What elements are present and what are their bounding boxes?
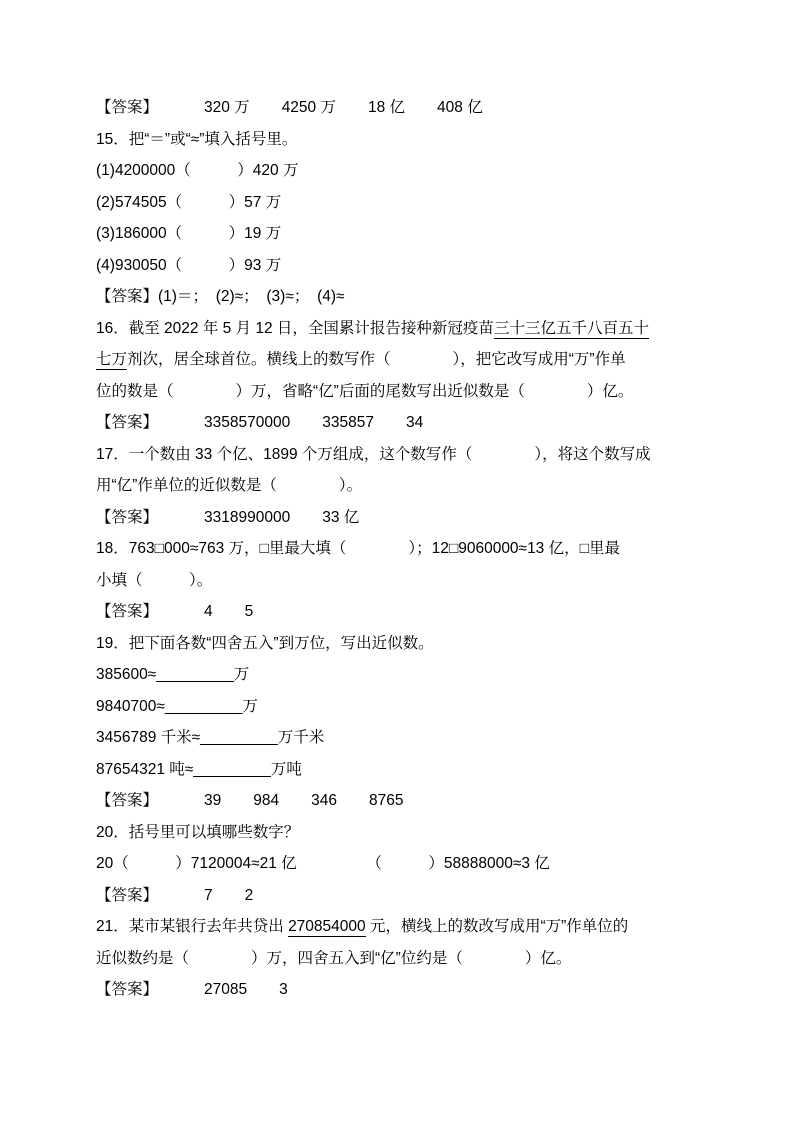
document-body [96,92,705,1006]
answer-value: 3 [279,981,288,998]
answer-q15 [96,281,705,313]
answer-value: 2 [244,886,254,904]
text-run: 【答案】(1)＝； (2)≈； (3)≈； (4)≈ [96,288,345,305]
answer-value: 4 [204,603,213,620]
answer-value: 5 [244,603,254,620]
q19-item-1 [96,659,705,691]
q19-item-3 [96,722,705,754]
text-run: 位的数是（ ）万，省略“亿”后面的尾数写出近似数是（ ）亿。 [96,382,634,400]
answer-value: 4250 万 [281,99,336,116]
q15-item-3 [96,218,705,250]
q15-item-2 [96,187,705,219]
question-21-line-1 [96,911,705,943]
answer-value: 18 亿 [367,99,406,116]
answer-value: 335857 [322,414,374,431]
answer-q18 [96,596,705,628]
text-run: 17．一个数由 33 个亿、1899 个万组成，这个数写作（ ），将这个数写成 [96,445,651,463]
text-run: (2)574505（ ）57 万 [96,193,282,211]
question-18-line-2 [96,565,705,597]
text-run: (1)4200000（ ）420 万 [96,162,299,179]
text-run: (3)186000（ ）19 万 [96,225,282,242]
answer-label: 【答案】 [96,792,159,809]
question-17-line-1 [96,439,705,471]
answer-q20 [96,880,705,912]
underlined-text: 七万 [96,351,128,368]
text-run: 16．截至 2022 年 5 月 12 日，全国累计报告接种新冠疫苗 [96,319,494,337]
answer-q16 [96,407,705,439]
text-run: 18．763□000≈763 万，□里最大填（ ）；12□9060000≈13 亿，□里最 [96,540,620,557]
answer-value: 8765 [369,792,404,809]
text-run: 3456789 千米≈_________万千米 [96,729,325,746]
text-run: 385600≈_________万 [96,666,250,683]
question-16-line-3 [96,376,705,408]
text-run: 21．某市某银行去年共贷出 [96,918,289,935]
question-15-title [96,124,705,156]
question-16-line-2 [96,344,705,376]
answer-value: 27085 [204,981,248,998]
q15-item-4 [96,250,705,282]
text-run: 9840700≈_________万 [96,697,258,715]
answer-label: 【答案】 [96,99,159,116]
question-18-line-1 [96,533,705,565]
answer-label: 【答案】 [96,886,159,904]
answer-value: 34 [405,414,424,431]
underlined-text: 270854000 [288,918,366,935]
text-run: 小填（ ）。 [96,571,213,589]
answer-value: 984 [253,792,280,809]
text-run: 15．把“＝”或“≈”填入括号里。 [96,130,298,148]
text-run: (4)930050（ ）93 万 [96,256,282,274]
q15-item-1 [96,155,705,187]
question-17-line-2 [96,470,705,502]
answer-value: 33 亿 [322,508,360,526]
answer-label: 【答案】 [96,508,159,526]
q20-items [96,848,705,880]
text-run: 近似数约是（ ）万，四舍五入到“亿”位约是（ ）亿。 [96,949,572,967]
text-run: 用“亿”作单位的近似数是（ ）。 [96,477,363,494]
answer-q21 [96,974,705,1006]
q19-item-4 [96,754,705,786]
answer-q14 [96,92,705,124]
answer-value: 3358570000 [204,414,291,431]
answer-value: 346 [311,792,338,809]
text-run: 元，横线上的数改写成用“万”作单位的 [365,918,629,935]
answer-value: 408 亿 [437,99,483,116]
text-run: 20．括号里可以填哪些数字？ [96,823,300,841]
question-21-line-2 [96,943,705,975]
question-20-title [96,817,705,849]
answer-value: 39 [204,792,222,809]
text-run: 剂次，居全球首位。横线上的数写作（ ），把它改写成用“万”作单 [127,351,626,368]
question-16-line-1 [96,313,705,345]
answer-value: 7 [204,886,213,904]
answer-label: 【答案】 [96,981,159,998]
q19-item-2 [96,691,705,723]
text-run: 19．把下面各数“四舍五入”到万位，写出近似数。 [96,634,434,652]
text-run: 87654321 吨≈_________万吨 [96,760,302,778]
text-run: 20（ ）7120004≈21 亿 （ ）58888000≈3 亿 [96,855,550,872]
answer-value: 320 万 [204,99,250,116]
answer-label: 【答案】 [96,414,159,431]
answer-q19 [96,785,705,817]
underlined-text: 三十三亿五千八百五十 [493,319,649,337]
answer-value: 3318990000 [204,508,291,526]
question-19-title [96,628,705,660]
answer-q17 [96,502,705,534]
answer-label: 【答案】 [96,603,159,620]
